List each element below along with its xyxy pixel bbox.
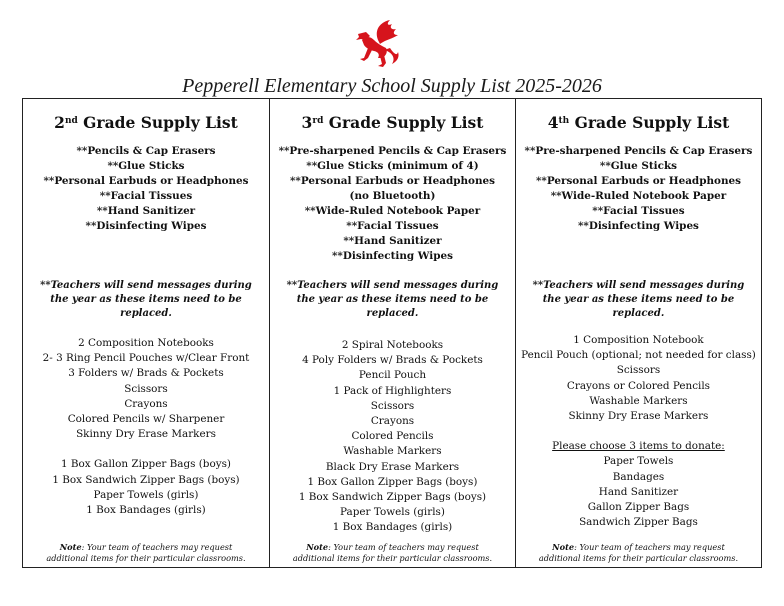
grade-number: 4 xyxy=(547,113,559,132)
list-item: 1 Box Gallon Zipper Bags (boys) xyxy=(307,475,478,488)
required-item: **Hand Sanitizer xyxy=(343,235,442,247)
note-line: additional items for their particular classrooms. xyxy=(292,553,493,563)
required-item: **Disinfecting Wipes xyxy=(577,220,699,232)
note-label: Note xyxy=(306,542,329,552)
list-item: Scissors xyxy=(124,382,168,395)
page-title: Pepperell Elementary School Supply List 2025-2026 xyxy=(182,75,602,97)
list-item: Paper Towels (girls) xyxy=(340,506,445,519)
list-item: 1 Box Sandwich Zipper Bags (boys) xyxy=(298,491,487,504)
grade-suffix: th xyxy=(558,116,570,126)
list-item: Washable Markers xyxy=(343,445,442,458)
required-item: **Wide-Ruled Notebook Paper xyxy=(304,205,481,217)
list-item: 3 Folders w/ Brads & Pockets xyxy=(68,367,224,380)
donation-items-list xyxy=(516,454,761,530)
required-item: **Wide-Ruled Notebook Paper xyxy=(550,190,727,202)
heading-text: Grade Supply List xyxy=(77,113,238,132)
note-line: : Your team of teachers may request xyxy=(574,542,725,552)
donate-heading: Please choose 3 items to donate: xyxy=(552,440,725,453)
required-item: **Pre-sharpened Pencils & Cap Erasers xyxy=(524,145,753,157)
grade-3-heading xyxy=(270,112,515,134)
list-item: 2- 3 Ring Pencil Pouches w/Clear Front xyxy=(42,352,250,365)
required-item: **Glue Sticks xyxy=(599,160,678,172)
required-items-list xyxy=(270,144,515,264)
grade-number: 2 xyxy=(54,113,65,132)
note-line: : Your team of teachers may request xyxy=(328,542,479,552)
note-line: : Your team of teachers may request xyxy=(81,542,233,552)
grade-4-column xyxy=(515,99,761,567)
list-item: Bandages xyxy=(612,470,665,483)
required-item: (no Bluetooth) xyxy=(349,190,436,202)
list-item: 1 Box Sandwich Zipper Bags (boys) xyxy=(52,473,240,486)
list-item: 2 Spiral Notebooks xyxy=(341,339,444,351)
list-item: Skinny Dry Erase Markers xyxy=(76,428,216,441)
list-item: Washable Markers xyxy=(589,394,688,407)
required-item: **Glue Sticks xyxy=(107,160,185,172)
heading-text: Grade Supply List xyxy=(323,113,484,132)
note-line: additional items for their particular classrooms. xyxy=(46,553,246,563)
required-item: **Glue Sticks (minimum of 4) xyxy=(306,160,479,172)
list-item: 4 Poly Folders w/ Brads & Pockets xyxy=(302,354,483,367)
list-item: Colored Pencils w/ Sharpener xyxy=(67,413,225,426)
grade-2-column xyxy=(23,99,269,567)
required-item: **Pencils & Cap Erasers xyxy=(76,145,216,157)
teachers-note: **Teachers will send messages during the year as these items need to be replaced. xyxy=(286,280,499,319)
list-item: Crayons xyxy=(370,415,415,428)
footer-note xyxy=(516,542,761,564)
list-item: 1 Box Gallon Zipper Bags (boys) xyxy=(61,458,231,471)
list-item: Pencil Pouch (optional; not needed for class) xyxy=(521,349,756,362)
required-item: **Facial Tissues xyxy=(592,205,685,217)
list-item: Skinny Dry Erase Markers xyxy=(568,410,709,423)
grade-number: 3 xyxy=(301,113,313,132)
note-label: Note xyxy=(59,542,82,552)
list-item: 2 Composition Notebooks xyxy=(78,337,214,349)
list-item: 1 Box Bandages (girls) xyxy=(332,521,453,534)
heading-text: Grade Supply List xyxy=(569,113,730,132)
required-item: **Pre-sharpened Pencils & Cap Erasers xyxy=(278,145,507,157)
list-item: Black Dry Erase Markers xyxy=(325,460,460,473)
required-item: **Disinfecting Wipes xyxy=(332,250,453,262)
list-item: Hand Sanitizer xyxy=(598,485,679,498)
required-item: **Personal Earbuds or Headphones xyxy=(43,175,249,187)
grade-suffix: nd xyxy=(64,116,78,126)
donation-items-list xyxy=(23,457,269,518)
list-item: 1 Box Bandages (girls) xyxy=(86,504,206,517)
required-item: **Personal Earbuds or Headphones xyxy=(535,175,741,187)
list-item: Colored Pencils xyxy=(351,430,434,443)
list-item: Scissors xyxy=(616,364,661,377)
list-item: Crayons xyxy=(124,397,168,410)
teachers-note: **Teachers will send messages during the year as these items need to be replaced. xyxy=(40,280,252,319)
grade-2-heading xyxy=(23,112,269,134)
grade-suffix: rd xyxy=(312,116,324,126)
required-items-list xyxy=(23,144,269,234)
note-line: additional items for their particular classrooms. xyxy=(538,553,739,563)
teachers-note: **Teachers will send messages during the year as these items need to be replaced. xyxy=(532,280,745,319)
required-item: **Personal Earbuds or Headphones xyxy=(289,175,495,187)
list-item: Scissors xyxy=(370,399,415,412)
footer-note xyxy=(23,542,269,564)
list-item: Paper Towels xyxy=(603,455,674,468)
list-item: Paper Towels (girls) xyxy=(93,488,199,501)
list-item: Pencil Pouch xyxy=(358,369,427,382)
required-item: **Facial Tissues xyxy=(346,220,439,232)
required-items-list xyxy=(516,144,761,234)
required-item: **Disinfecting Wipes xyxy=(85,220,207,232)
grade-4-heading xyxy=(516,112,761,134)
supply-list-table xyxy=(22,98,762,568)
list-item: Sandwich Zipper Bags xyxy=(579,516,698,529)
supply-items-list xyxy=(23,336,269,442)
required-item: **Hand Sanitizer xyxy=(96,205,196,217)
list-item: 1 Composition Notebook xyxy=(573,334,704,346)
grade-3-column xyxy=(269,99,515,567)
note-label: Note xyxy=(552,542,575,552)
list-item: Crayons or Colored Pencils xyxy=(566,379,711,392)
footer-note xyxy=(270,542,515,564)
list-item: 1 Pack of Highlighters xyxy=(333,384,452,397)
supply-items-list xyxy=(516,333,761,424)
list-item: Gallon Zipper Bags xyxy=(587,501,690,514)
red-dragon-icon xyxy=(352,18,404,70)
required-item: **Facial Tissues xyxy=(99,190,193,202)
supply-items-list xyxy=(270,338,515,536)
